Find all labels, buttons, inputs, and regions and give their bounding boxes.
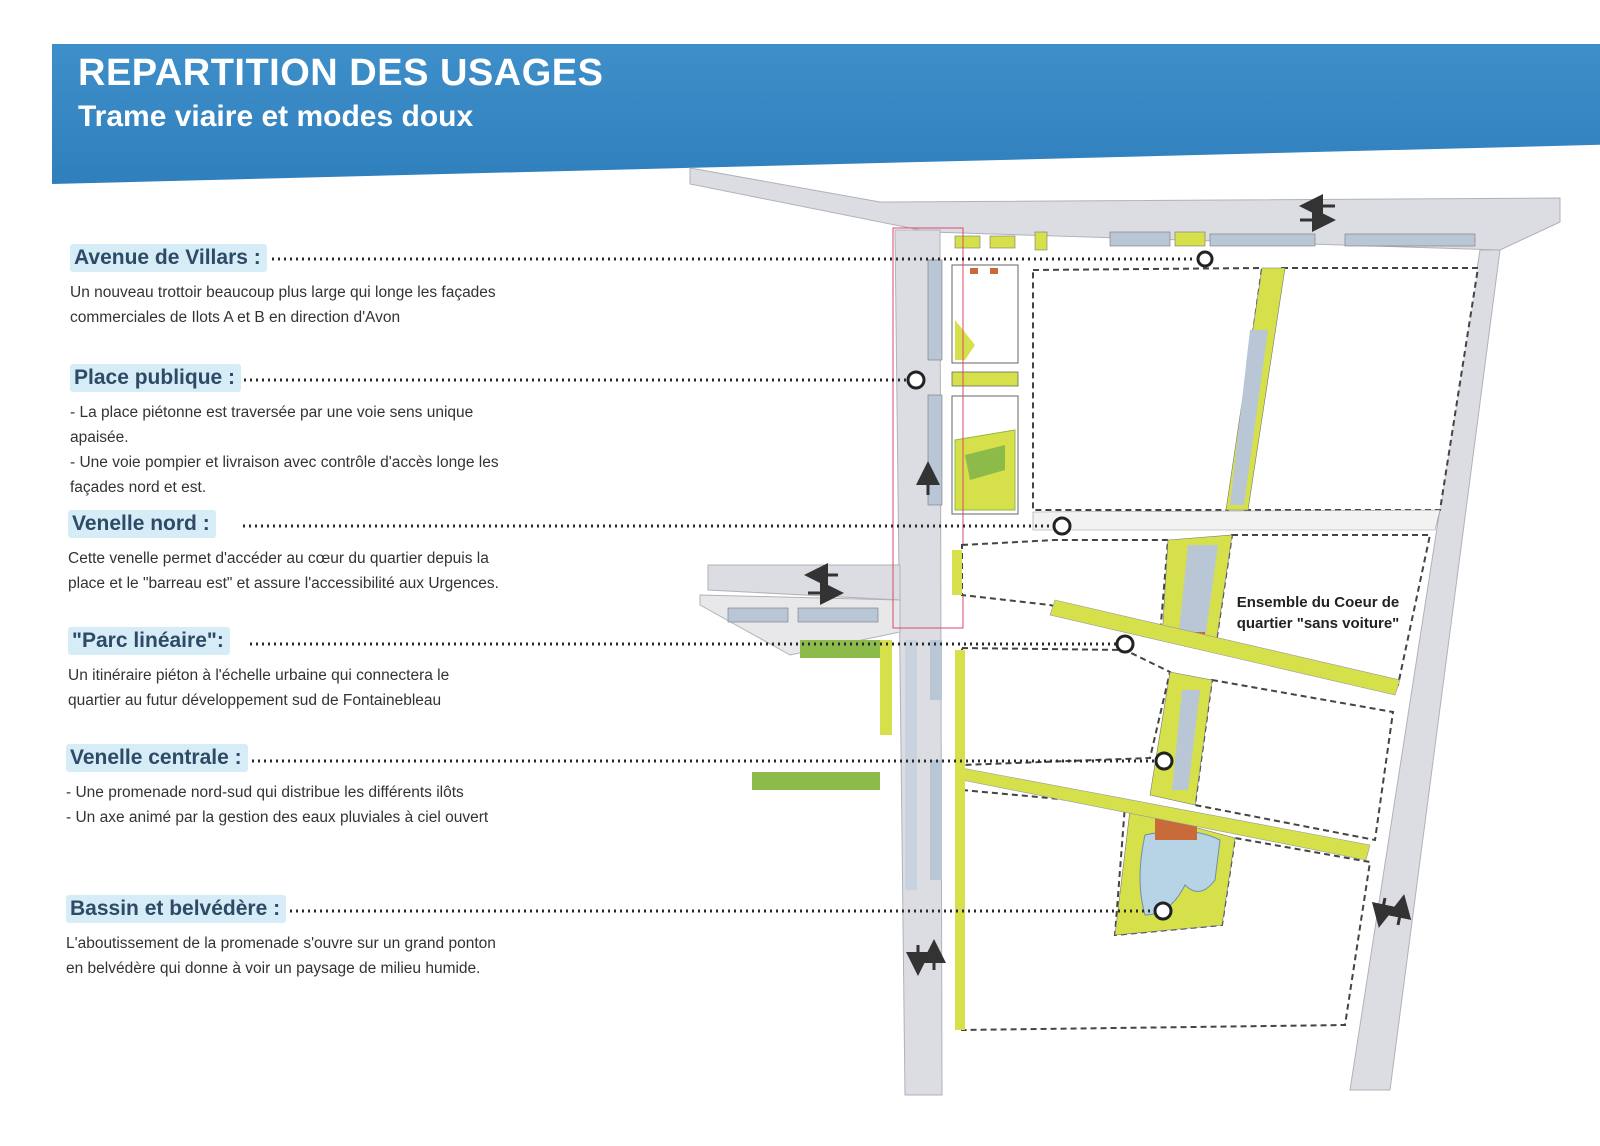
section-line: Un nouveau trottoir beaucoup plus large qui longe les façades — [70, 284, 496, 301]
section-line: quartier au futur développement sud de Fontainebleau — [68, 692, 442, 709]
section-heading: Avenue de Villars : — [70, 244, 267, 272]
section-heading: Place publique : — [70, 364, 241, 392]
sidewalk-block — [955, 236, 980, 248]
section-line: commerciales de Ilots A et B en direction d'Avon — [70, 309, 401, 326]
marker-circle — [1117, 636, 1133, 652]
green-strip — [952, 550, 962, 595]
block-f — [1195, 680, 1393, 840]
sidewalk — [930, 640, 942, 700]
section-heading: Venelle nord : — [68, 510, 216, 538]
sidewalk-block — [1035, 232, 1047, 250]
block-b — [1245, 268, 1478, 510]
zone-label-line1: Ensemble du Coeur de — [1236, 594, 1400, 611]
section-line: façades nord et est. — [70, 479, 207, 496]
page-subtitle: Trame viaire et modes doux — [78, 100, 474, 133]
section-line: apaisée. — [70, 429, 129, 446]
square-sidewalk — [928, 260, 942, 360]
sidewalk-block — [1345, 234, 1475, 246]
section-line: - Une voie pompier et livraison avec contrôle d'accès longe les — [70, 454, 499, 471]
green-strip — [955, 650, 965, 1030]
section-line: - La place piétonne est traversée par une voie sens unique — [70, 404, 474, 421]
page-title: REPARTITION DES USAGES — [78, 52, 604, 94]
sidewalk-block — [1110, 232, 1170, 246]
marker-circle — [908, 372, 924, 388]
sidewalk — [930, 760, 942, 880]
green-strip — [880, 640, 892, 735]
block-e — [962, 648, 1170, 765]
zone-label-line2: quartier "sans voiture" — [1236, 615, 1400, 632]
marker-circle — [1054, 518, 1070, 534]
square-feature — [970, 268, 978, 274]
marker-circle — [1156, 753, 1172, 769]
section-heading: "Parc linéaire": — [68, 627, 230, 655]
west-side-road — [708, 565, 900, 600]
section-line: L'aboutissement de la promenade s'ouvre sur un grand ponton — [66, 935, 496, 952]
marker-circle — [1198, 252, 1212, 266]
section-heading: Bassin et belvédère : — [66, 895, 286, 923]
marker-circle — [1155, 903, 1171, 919]
square-feature — [990, 268, 998, 274]
venelle-nord — [1033, 510, 1440, 530]
section-line: en belvédère qui donne à voir un paysage de milieu humide. — [66, 960, 481, 977]
section-heading: Venelle centrale : — [66, 744, 248, 772]
section-line: place et le "barreau est" et assure l'accessibilité aux Urgences. — [68, 575, 499, 592]
west-road-lane — [905, 640, 917, 890]
sidewalk-block — [990, 236, 1015, 248]
section-line: - Une promenade nord-sud qui distribue les différents ilôts — [66, 784, 464, 801]
square-sidewalk — [928, 395, 942, 505]
square-band — [952, 372, 1018, 386]
sidewalk-block — [1210, 234, 1315, 246]
sidewalk-block — [1175, 232, 1205, 246]
block-a — [1033, 268, 1262, 510]
sidewalk — [798, 608, 878, 622]
section-line: - Un axe animé par la gestion des eaux pluviales à ciel ouvert — [66, 809, 489, 826]
section-line: Un itinéraire piéton à l'échelle urbaine qui connectera le — [68, 667, 450, 684]
sidewalk — [728, 608, 788, 622]
section-line: Cette venelle permet d'accéder au cœur du quartier depuis la — [68, 550, 489, 567]
park-strip — [752, 772, 880, 790]
